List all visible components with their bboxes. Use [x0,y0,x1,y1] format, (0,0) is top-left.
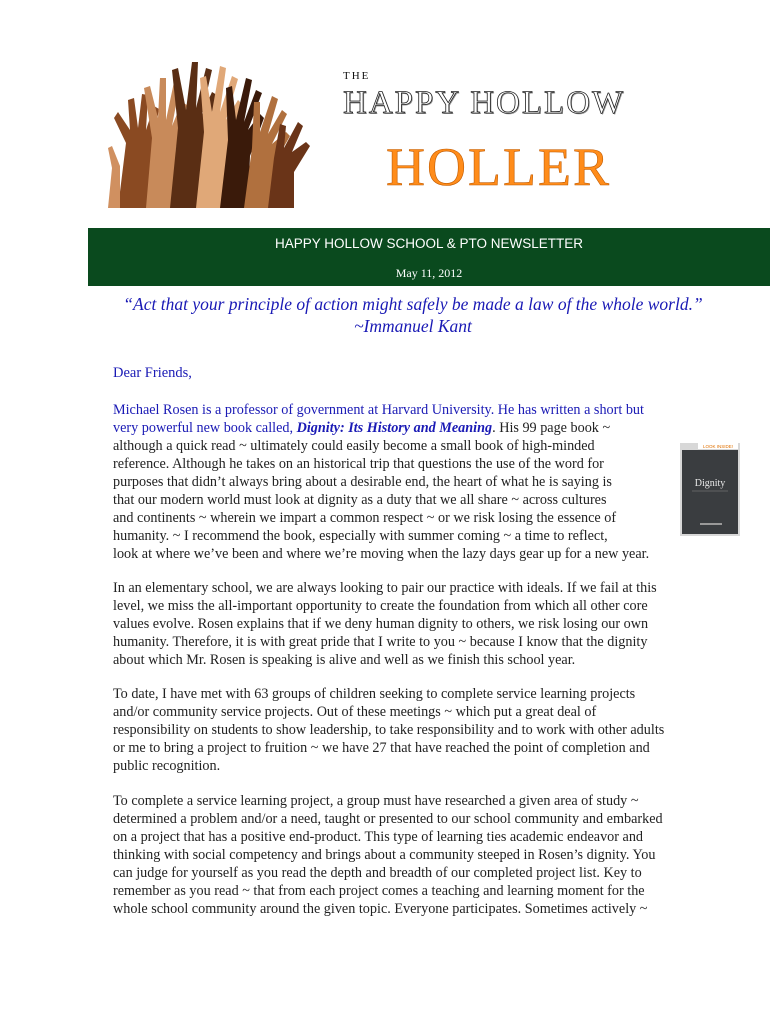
paragraph-3-line: or me to bring a project to fruition ~ we have 27 that have reached the point of completion and [113,740,650,756]
paragraph-3-line: and/or community service projects. Out of these meetings ~ which put a great deal of [113,704,597,720]
paragraph-1 [113,401,713,563]
paragraph-4-line: thinking with social competency and brings about a community steeped in Rosen’s dignity. You [113,847,656,863]
paragraph-1-line: humanity. ~ I recommend the book, especially with summer coming ~ a time to reflect, [113,528,608,544]
paragraph-3-line: To date, I have met with 63 groups of children seeking to complete service learning projects [113,686,636,702]
paragraph-4 [113,792,713,918]
raised-hands-image [108,48,314,208]
greeting: Dear Friends, [113,365,192,381]
paragraph-4-line: remember as you read ~ that from each project comes a teaching and learning moment for the [113,883,645,899]
paragraph-4-line: on a project that has a positive end-product. This type of learning ties academic endeavor and [113,829,644,845]
paragraph-2-line: humanity. Therefore, it is with great pride that I write to you ~ because I know that the dignity [113,634,648,650]
paragraph-1-line [113,419,713,437]
paragraph-3 [113,685,713,775]
newsletter-band [88,228,770,286]
paragraph-4-line: whole school community around the given topic. Everyone participates. Sometimes actively ~ [113,901,648,917]
paragraph-1-line: that our modern world must look at dignity as a duty that we all share ~ across cultures [113,492,607,508]
paragraph-2 [113,579,713,669]
newsletter-date: May 11, 2012 [395,266,463,280]
paragraph-2-line: about which Mr. Rosen is speaking is alive and well as we finish this school year. [113,652,576,668]
paragraph-4-line: determined a problem and/or a need, taught or presented to our school community and embarked [113,811,663,827]
masthead-title-line1: HAPPY HOLLOW [343,85,626,121]
paragraph-1-line: and continents ~ wherein we impart a common respect ~ or we risk losing the essence of [113,510,617,526]
book-badge: LOOK INSIDE! [702,444,734,449]
paragraph-1-line: although a quick read ~ ultimately could easily become a small book of high-minded [113,438,595,454]
paragraph-4-line: can judge for yourself as you read the depth and breadth of our completed project list. Key to [113,865,642,881]
kant-quote [113,293,713,337]
quote-text: “Act that your principle of action might safely be made a law of the whole world.” [123,294,703,314]
masthead-the: THE [343,70,371,82]
quote-author: ~Immanuel Kant [354,316,472,336]
book-cover-image [680,443,740,536]
paragraph-1-text: very powerful new book called, [113,420,297,436]
book-cover-title: Dignity [694,478,726,489]
paragraph-1-line: purposes that didn’t always bring about a desirable end, the heart of what he is saying is [113,474,612,490]
paragraph-1-text: . His 99 page book ~ [492,420,611,436]
masthead-title-line2: HOLLER [386,137,611,197]
paragraph-3-line: responsibility on students to show leadership, to take responsibility and to work with other adults [113,722,665,738]
paragraph-4-line: To complete a service learning project, a group must have researched a given area of study ~ [113,793,639,809]
paragraph-1-line: look at where we’ve been and where we’re moving when the lazy days gear up for a new year. [113,546,650,562]
newsletter-name: HAPPY HOLLOW SCHOOL & PTO NEWSLETTER [274,236,584,251]
paragraph-1-line: Michael Rosen is a professor of government at Harvard University. He has written a short but [113,402,644,418]
paragraph-2-line: values evolve. Rosen explains that if we deny human dignity to others, we risk losing our own [113,616,649,632]
paragraph-2-line: level, we miss the all-important opportunity to create the foundation from which all other core [113,598,648,614]
paragraph-2-line: In an elementary school, we are always looking to pair our practice with ideals. If we fail at this [113,580,657,596]
paragraph-3-line: public recognition. [113,758,221,774]
book-title: Dignity: Its History and Meaning [296,420,493,436]
paragraph-1-line: reference. Although he takes on an historical trip that questions the use of the word for [113,456,604,472]
